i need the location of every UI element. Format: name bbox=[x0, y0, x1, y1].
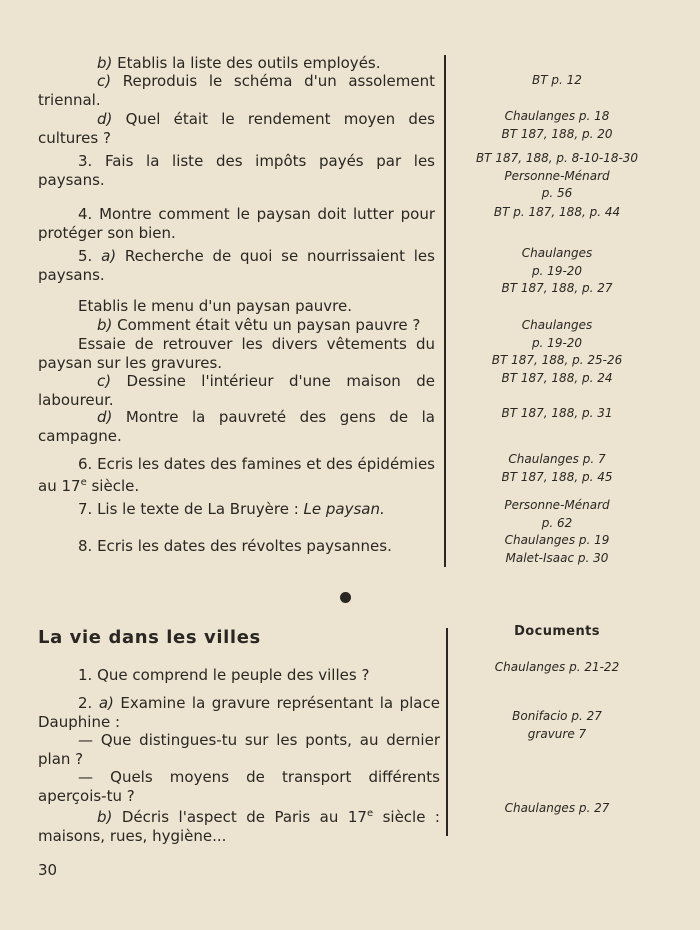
question-item bbox=[38, 316, 435, 335]
section-separator-dot bbox=[340, 592, 351, 603]
question-item bbox=[38, 247, 435, 284]
text-fragment: a) bbox=[101, 247, 117, 265]
text-fragment: 4. Montre comment le paysan doit lutter pour protéger son bien. bbox=[38, 205, 435, 242]
reference-line: Bonifacio p. 27 bbox=[512, 709, 602, 723]
question-item bbox=[38, 372, 435, 409]
reference-line: p. 62 bbox=[541, 515, 573, 530]
question-item bbox=[38, 335, 435, 372]
text-fragment: 7. Lis le texte de La Bruyère : bbox=[78, 500, 304, 518]
text-fragment: a) bbox=[98, 694, 114, 712]
text-fragment: — Que distingues-tu sur les ponts, au dernier plan ? bbox=[38, 731, 440, 768]
text-fragment: 3. Fais la liste des impôts payés par les paysans. bbox=[38, 152, 435, 189]
reference-line: Chaulanges p. 27 bbox=[504, 801, 610, 815]
reference-line: p. 56 bbox=[541, 186, 573, 200]
text-fragment: Etablis la liste des outils employés. bbox=[112, 54, 381, 72]
reference-block bbox=[452, 405, 662, 423]
superscript: e bbox=[366, 808, 374, 819]
text-fragment: Comment était vêtu un paysan pauvre ? bbox=[112, 316, 421, 334]
text-fragment: Essaie de retrouver les divers vêtements du paysan sur les gravures. bbox=[38, 335, 435, 372]
text-fragment: Reproduis le schéma d'un assolement triennal. bbox=[38, 72, 435, 109]
reference-line: Malet-Isaac p. 30 bbox=[505, 550, 609, 565]
question-item bbox=[38, 54, 435, 73]
reference-line: BT 187, 188, p. 24 bbox=[501, 371, 613, 385]
text-fragment: d) bbox=[97, 110, 113, 128]
text-fragment: b) bbox=[97, 808, 113, 826]
text-fragment: 5. bbox=[78, 247, 102, 265]
question-item bbox=[38, 408, 435, 445]
city-question-item bbox=[38, 694, 440, 731]
reference-line: Chaulanges p. 7 bbox=[508, 452, 606, 466]
city-reference-block bbox=[452, 800, 662, 818]
text-fragment: Examine la gravure représentant la place Dauphine : bbox=[38, 694, 440, 731]
text-fragment: Montre la pauvreté des gens de la campagne. bbox=[38, 408, 435, 445]
reference-block bbox=[452, 204, 662, 222]
reference-block bbox=[452, 497, 662, 567]
reference-block bbox=[452, 451, 662, 486]
text-fragment: Quel était le rendement moyen des cultures ? bbox=[38, 110, 435, 147]
reference-line: Chaulanges bbox=[521, 318, 593, 332]
reference-line: p. 19-20 bbox=[531, 335, 583, 350]
text-fragment: Dessine l'intérieur d'une maison de laboureur. bbox=[38, 372, 435, 409]
question-item bbox=[38, 537, 435, 556]
text-fragment: 6. Ecris les dates des famines et des épidémies au 17 bbox=[38, 455, 435, 495]
text-fragment: Décris l'aspect de Paris au 17 bbox=[112, 808, 367, 826]
reference-line: BT 187, 188, p. 8-10-18-30 bbox=[475, 151, 639, 165]
text-fragment: Recherche de quoi se nourrissaient les paysans. bbox=[38, 247, 435, 284]
city-question-item bbox=[38, 805, 440, 845]
text-fragment: Le paysan. bbox=[303, 500, 385, 518]
text-fragment: c) bbox=[97, 372, 112, 390]
reference-line: BT 187, 188, p. 20 bbox=[501, 126, 613, 141]
reference-line: BT 187, 188, p. 31 bbox=[501, 406, 613, 420]
reference-line: Personne-Ménard bbox=[504, 168, 610, 183]
reference-line: gravure 7 bbox=[527, 726, 587, 741]
question-item bbox=[38, 110, 435, 147]
section-title: La vie dans les villes bbox=[38, 627, 261, 648]
question-item bbox=[38, 152, 435, 189]
column-divider-bottom bbox=[446, 628, 448, 836]
reference-line: BT p. 12 bbox=[532, 73, 582, 87]
text-fragment: b) bbox=[97, 54, 113, 72]
reference-block bbox=[452, 370, 662, 388]
question-item bbox=[38, 72, 435, 109]
text-fragment: c) bbox=[97, 72, 112, 90]
reference-line: BT 187, 188, p. 25-26 bbox=[491, 353, 623, 367]
reference-block bbox=[452, 108, 662, 143]
city-question-item bbox=[38, 666, 440, 685]
text-fragment: 8. Ecris les dates des révoltes paysannes. bbox=[78, 537, 392, 555]
text-fragment: 2. bbox=[78, 694, 99, 712]
reference-block bbox=[452, 150, 662, 203]
superscript: e bbox=[80, 476, 87, 488]
reference-line: Personne-Ménard bbox=[504, 498, 610, 512]
reference-line: Chaulanges p. 21-22 bbox=[494, 660, 620, 674]
text-fragment: siècle. bbox=[86, 476, 140, 495]
question-item bbox=[38, 500, 435, 519]
text-fragment: — Quels moyens de transport différents aperçois-tu ? bbox=[38, 768, 440, 805]
reference-line: Chaulanges p. 18 bbox=[504, 109, 610, 123]
question-item bbox=[38, 297, 435, 316]
city-reference-block bbox=[452, 659, 662, 677]
text-fragment: b) bbox=[97, 316, 113, 334]
reference-block bbox=[452, 72, 662, 90]
text-fragment: 1. Que comprend le peuple des villes ? bbox=[78, 666, 370, 684]
reference-block bbox=[452, 245, 662, 298]
text-fragment: d) bbox=[97, 408, 113, 426]
city-reference-block bbox=[452, 708, 662, 743]
question-item bbox=[38, 455, 435, 495]
reference-line: Chaulanges bbox=[521, 246, 593, 260]
reference-line: p. 19-20 bbox=[531, 263, 583, 278]
reference-line: BT 187, 188, p. 45 bbox=[501, 469, 613, 484]
column-divider-top bbox=[444, 55, 446, 567]
question-item bbox=[38, 205, 435, 242]
page-number: 30 bbox=[38, 861, 58, 879]
reference-block bbox=[452, 317, 662, 370]
city-question-item bbox=[38, 731, 440, 768]
city-question-item bbox=[38, 768, 440, 805]
reference-line: BT 187, 188, p. 27 bbox=[501, 281, 613, 295]
reference-line: Chaulanges p. 19 bbox=[504, 533, 610, 547]
text-fragment: siècle : maisons, rues, hygiène... bbox=[38, 808, 440, 845]
reference-line: BT p. 187, 188, p. 44 bbox=[493, 205, 621, 219]
text-fragment: Etablis le menu d'un paysan pauvre. bbox=[78, 297, 353, 315]
documents-heading: Documents bbox=[514, 624, 600, 639]
